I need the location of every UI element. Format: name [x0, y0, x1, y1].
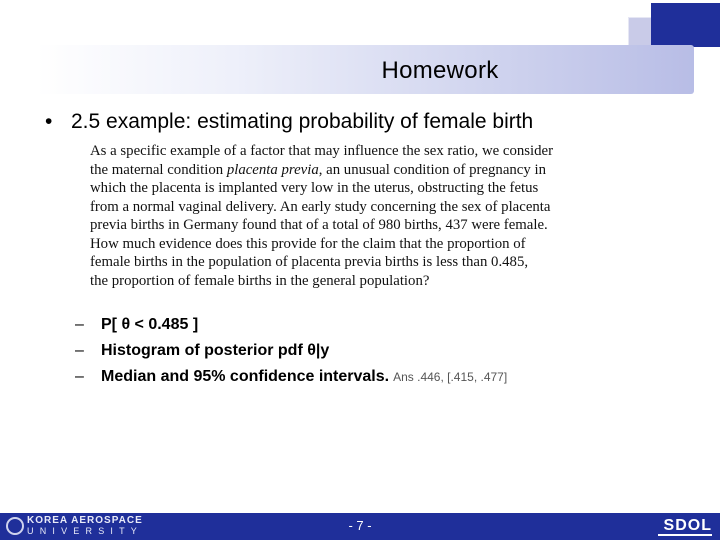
dash-marker: – — [75, 368, 84, 385]
excerpt-fragment: the maternal condition — [90, 161, 227, 178]
dash-marker: – — [75, 316, 84, 333]
sub-bullet — [75, 364, 507, 390]
sub-bullet-text: Histogram of posterior pdf θ|y — [101, 342, 330, 359]
page-number: - 7 - — [348, 518, 372, 533]
brand-logo: SDOL — [663, 517, 712, 534]
answer-note: Ans .446, [.415, .477] — [393, 370, 508, 384]
sub-bullet — [75, 338, 507, 364]
footer-bar — [0, 513, 720, 540]
sub-bullet-text: Median and 95% confidence intervals. — [101, 368, 390, 385]
main-bullet-text: 2.5 example: estimating probability of female birth — [71, 110, 534, 133]
sub-bullet-text: P[ θ < 0.485 ] — [101, 316, 199, 333]
excerpt-emphasis: placenta previa — [226, 161, 319, 178]
bullet-dot: • — [45, 110, 53, 133]
excerpt-line: which the placenta is implanted very low in the uterus, obstructing the fetus — [90, 180, 539, 196]
excerpt-line: As a specific example of a factor that may influence the sex ratio, we consider — [90, 143, 554, 159]
excerpt-line — [90, 161, 588, 180]
university-line-2: UNIVERSITY — [27, 526, 144, 536]
brand-underline — [658, 534, 712, 536]
excerpt-line: the proportion of female births in the general population? — [90, 272, 430, 289]
slide-title: Homework — [381, 57, 499, 84]
excerpt-line: from a normal vaginal delivery. An early study concerning the sex of placenta — [90, 198, 551, 215]
excerpt-line: How much evidence does this provide for the claim that the proportion of — [90, 235, 526, 252]
textbook-excerpt — [90, 142, 588, 290]
title-bar — [36, 45, 694, 94]
dash-marker: – — [75, 342, 84, 359]
sub-bullet-list — [75, 312, 507, 390]
excerpt-fragment: , an unusual condition of pregnancy in — [318, 161, 546, 178]
decorative-square-dark — [651, 3, 720, 47]
main-bullet — [45, 110, 533, 134]
excerpt-line: female births in the population of placenta previa births is less than 0.485, — [90, 254, 529, 270]
university-line-1: KOREA AEROSPACE — [27, 515, 143, 526]
excerpt-line: previa births in Germany found that of a total of 980 births, 437 were female. — [90, 217, 548, 233]
sub-bullet — [75, 312, 507, 338]
